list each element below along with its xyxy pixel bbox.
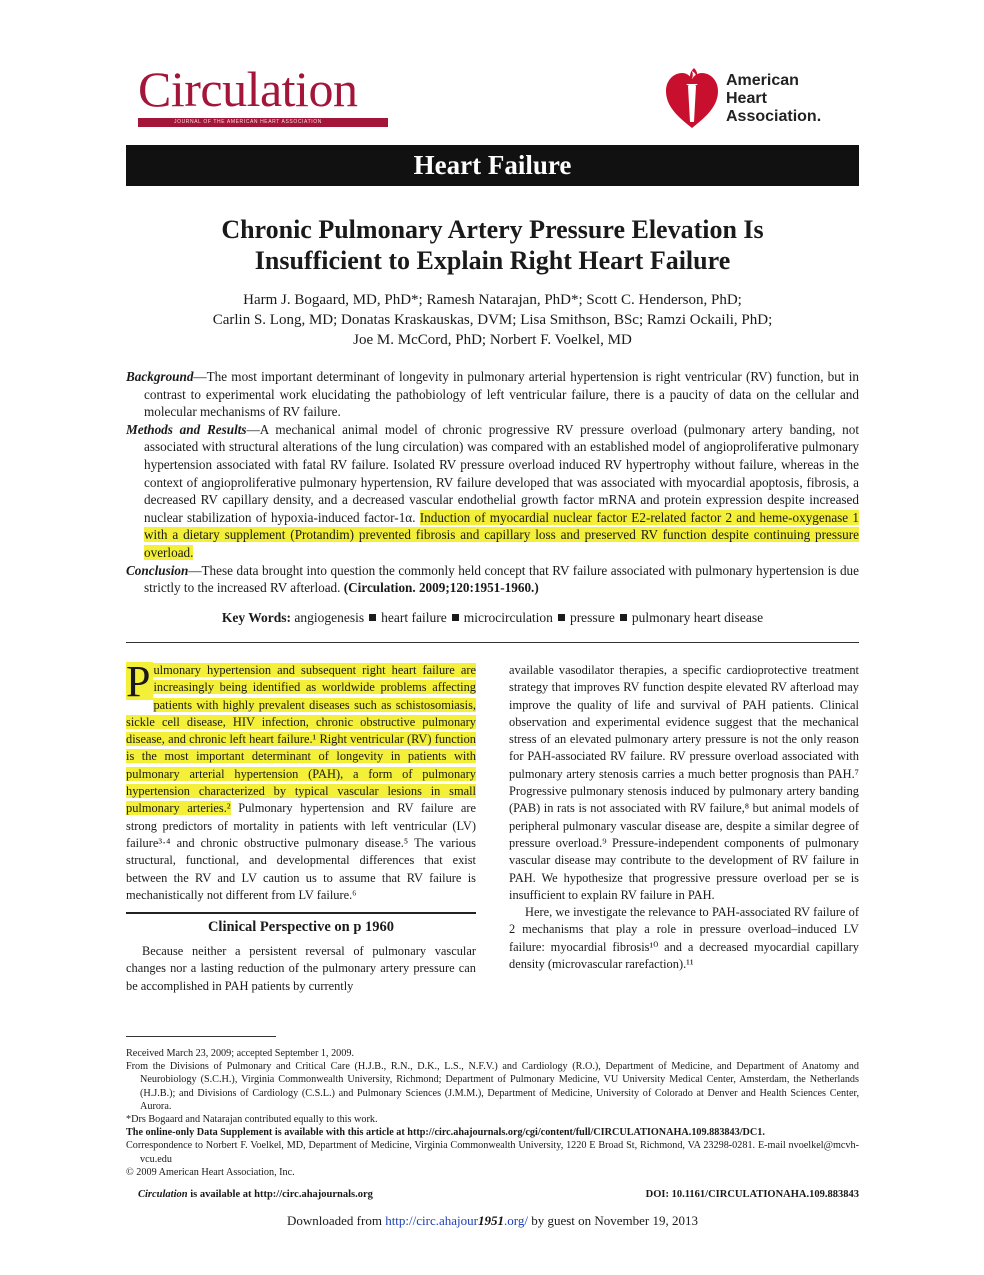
page-number: 1951 — [477, 1213, 504, 1228]
download-url-part-2: .org/ — [503, 1213, 528, 1228]
abstract — [126, 368, 859, 597]
aha-line-2: Heart — [726, 90, 767, 107]
methods-highlight: Induction of myocardial nuclear factor E2-related factor 2 and heme-oxygenase 1 with a dietary supplement (Protandim) prevented fibrosis and capillary loss and preserved RV function despite continuing pressure overload. — [144, 509, 859, 560]
methods-label: Methods and Results — [126, 421, 247, 437]
footer-line — [126, 1188, 859, 1202]
copyright-note: © 2009 American Heart Association, Inc. — [126, 1166, 295, 1178]
body-paragraph: Because neither a persistent reversal of pulmonary vascular changes nor a lasting reduction of the pulmonary artery pressure can be accomplished in PAH patients by currently — [126, 944, 476, 993]
title-line-2: Insufficient to Explain Right Heart Failure — [254, 246, 731, 275]
body-column-left — [126, 657, 476, 995]
download-watermark — [126, 1212, 859, 1230]
title-line-1: Chronic Pulmonary Artery Pressure Elevation Is — [221, 215, 764, 244]
journal-masthead — [138, 62, 388, 127]
square-bullet-icon — [369, 614, 376, 621]
body-column-right — [509, 662, 859, 973]
received-note: Received March 23, 2009; accepted September 1, 2009. — [126, 1048, 355, 1059]
body-paragraph: Here, we investigate the relevance to PAH-associated RV failure of 2 mechanisms that play a role in pressure overload–induced LV failure: myocardial fibrosis¹⁰ and a decreased myocardial capillary density (microvascular rarefaction).¹¹ — [509, 905, 859, 972]
key-words — [126, 609, 859, 627]
author-list — [126, 290, 859, 350]
intro-rest: Pulmonary hypertension and RV failure are strong predictors of mortality in patients with left ventricular (LV) failure³·⁴ and chronic obstructive pulmonary disease.⁵ The various structural, functional, and developmental differences that exist between the RV and LV caution us to assume that RV failure is mechanistically not different from LV failure.⁶ — [126, 801, 476, 902]
authors-line-1: Harm J. Bogaard, MD, PhD*; Ramesh Natarajan, PhD*; Scott C. Henderson, PhD; — [243, 292, 742, 308]
citation: (Circulation. 2009;120:1951-1960.) — [343, 580, 539, 596]
keyword: heart failure — [381, 610, 447, 625]
footnotes — [126, 1047, 859, 1179]
doi: DOI: 10.1161/CIRCULATIONAHA.109.883843 — [645, 1189, 859, 1200]
aha-wordmark — [726, 72, 821, 126]
download-url-part-1: http://circ.ahajour — [385, 1213, 478, 1228]
square-bullet-icon — [452, 614, 459, 621]
drop-cap: P — [126, 662, 153, 700]
key-words-label: Key Words: — [221, 610, 291, 625]
availability-note — [138, 1188, 373, 1202]
supplement-note: The online-only Data Supplement is available with this article at http://circ.ahajournals.org/cgi/content/full/CIRCULATIONAHA.109.883843/DC1. — [126, 1127, 765, 1139]
intro-highlight: ulmonary hypertension and subsequent right heart failure are increasingly being identified as worldwide problems affecting patients with highly prevalent diseases such as schistosomiasis, sickle cell disease, HIV infection, chronic obstructive pulmonary disease, and chronic left heart failure.¹ Right ventricular (RV) function is the most important determinant of longevity in patients with pulmonary arterial hypertension (PAH), a form of pulmonary hypertension characterized by typical vascular lesions in small pulmonary arteries.² — [126, 663, 476, 816]
correspondence-note: Correspondence to Norbert F. Voelkel, MD, Department of Medicine, Virginia Commonwealth University, 1220 E Broad St, Richmond, VA 23298-0281. E-mail nvoelkel@mcvh-vcu.edu — [126, 1140, 859, 1165]
journal-name: Circulation — [138, 61, 358, 117]
footnote-rule — [126, 1036, 276, 1037]
clinical-perspective-heading: Clinical Perspective on p 1960 — [126, 912, 476, 937]
availability-text: is available at http://circ.ahajournals.org — [187, 1189, 373, 1200]
section-banner: Heart Failure — [126, 145, 859, 186]
abstract-methods — [126, 421, 859, 562]
methods-text: —A mechanical animal model of chronic progressive RV pressure overload (pulmonary artery banding, not associated with structural alterations of the lung circulation) was compared with an established model of angioproliferative pulmonary hypertension associated with fatal RV failure. Isolated RV pressure overload induced RV hypertrophy without failure, whereas in the context of angioproliferative pulmonary hypertension, RV failure developed that was associated with myocardial apoptosis, fibrosis, a decreased RV capillary density, and a decreased vascular endothelial growth factor mRNA and protein expression despite increased nuclear stabilization of hypoxia-induced factor-1α. — [144, 421, 860, 525]
download-link[interactable] — [385, 1213, 528, 1228]
authors-line-3: Joe M. McCord, PhD; Norbert F. Voelkel, MD — [353, 332, 632, 348]
body-paragraph: available vasodilator therapies, a specific cardioprotective treatment strategy that improves RV function despite elevated RV afterload may improve the quality of life and survival of PAH patients. Clinical observation and experimental evidence suggest that the mechanical stress of an elevated pulmonary artery pressure is not the only reason for PAH-associated RV failure. RV pressure overload associated with pulmonary artery stenosis carries a much better prognosis than PAH.⁷ Progressive pulmonary stenosis induced by pulmonary artery banding (PAB) in rats is not associated with RV failure,⁸ but animal models of peripheral pulmonary vascular disease are, despite a similar degree of pressure overload.⁹ Pressure-independent components of pulmonary vascular disease may contribute to the development of RV failure in PAH. We hypothesize that progressive pressure overload per se is insufficient to explain RV failure in PAH. — [509, 663, 859, 902]
square-bullet-icon — [558, 614, 565, 621]
background-label: Background — [126, 369, 194, 384]
square-bullet-icon — [620, 614, 627, 621]
heart-torch-icon — [664, 64, 720, 132]
aha-logo-block — [664, 64, 864, 134]
conclusion-text: —These data brought into question the commonly held concept that RV failure associated with pulmonary hypertension is due strictly to the increased RV afterload. — [144, 562, 859, 596]
abstract-conclusion — [126, 562, 859, 597]
download-prefix: Downloaded from — [286, 1213, 386, 1228]
availability-journal: Circulation — [138, 1189, 188, 1200]
download-suffix: by guest on November 19, 2013 — [527, 1213, 698, 1228]
aha-line-1: American — [726, 72, 799, 89]
equal-contribution-note: *Drs Bogaard and Natarajan contributed equally to this work. — [126, 1114, 378, 1126]
keyword: microcirculation — [463, 610, 553, 625]
keyword: pulmonary heart disease — [631, 610, 764, 625]
keyword: pressure — [569, 610, 615, 625]
background-text: —The most important determinant of longevity in pulmonary arterial hypertension is right ventricular (RV) function, but in contrast to experimental work elucidating the pathobiology of left ventricular failure, there is a paucity of data on the cellular and molecular mechanisms of RV failure. — [144, 369, 859, 420]
aha-line-3: Association. — [726, 108, 822, 125]
intro-paragraph — [126, 657, 476, 904]
article-title — [126, 214, 859, 276]
keyword: angiogenesis — [294, 610, 365, 625]
authors-line-2: Carlin S. Long, MD; Donatas Kraskauskas, DVM; Lisa Smithson, BSc; Ramzi Ockaili, PhD; — [212, 312, 773, 328]
conclusion-label: Conclusion — [126, 562, 189, 578]
abstract-background — [126, 368, 859, 421]
affiliations-note: From the Divisions of Pulmonary and Critical Care (H.J.B., R.N., D.K., L.S., N.F.V.) and Cardiology (R.O.), Department of Medicine, and Department of Anatomy and Neurobiology (S.C.H.), Virginia Commonwealth University, Richmond; Department of Pulmonary Medicine, VU University Medical Center, Amsterdam, the Netherlands (H.J.B.); and Divisions of Cardiology (C.S.L.) and Pulmonary Sciences (J.M.M.), Department of Medicine, University of Colorado at Denver and Health Sciences Center, Aurora. — [126, 1061, 859, 1112]
journal-subtitle-bar: JOURNAL OF THE AMERICAN HEART ASSOCIATION — [138, 118, 388, 127]
divider-rule — [126, 642, 859, 643]
